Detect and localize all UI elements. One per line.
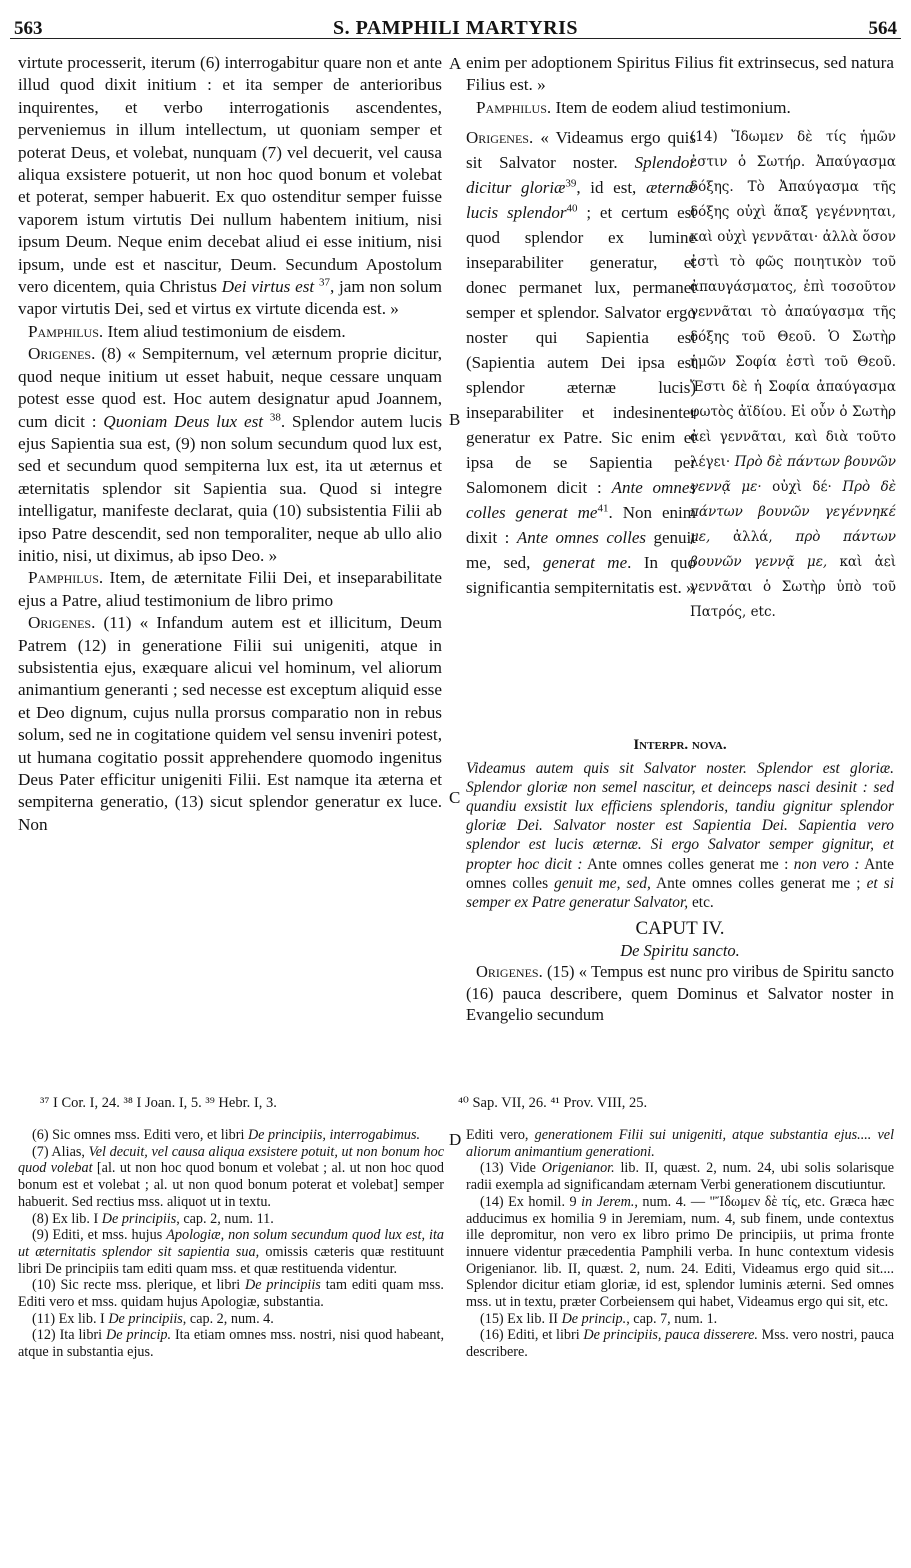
greek-subcolumn: (14) Ἴδωμεν δὲ τίς ἡμῶν ἐστιν ὁ Σωτήρ. Ἀπαύγασμα δόξης. Τὸ Ἀπαύγασμα τῆς δόξης οὐχὶ ἅπαξ γεγέννηται, καὶ οὐχὶ γεννᾶται· ἀλλὰ ὅσον ἐστὶ τὸ φῶς ποιητικὸν τοῦ ἀπαυγάσματος, ἐπὶ τοσοῦτον γεννᾶται τὸ ἀπαύγασμα τῆς δόξης τοῦ Θεοῦ. Ὁ Σωτὴρ ἡμῶν Σοφία ἐστὶ τοῦ Θεοῦ. Ἔστι δὲ ἡ Σοφία ἀπαύγασμα φωτὸς ἀϊδίου. Εἰ οὖν ὁ Σωτὴρ ἀεὶ γεννᾶται, καὶ διὰ τοῦτο λέγει· Πρὸ δὲ πάντων βουνῶν γεννᾷ με· οὐχὶ δέ· Πρὸ δὲ πάντων βουνῶν γεγέννηκέ με, ἀλλά, πρὸ πάντων βουνῶν γεννᾷ με, καὶ ἀεὶ γεννᾶται ὁ Σωτὴρ ὑπὸ τοῦ Πατρός, etc. <box>690 129 896 620</box>
footnote: (11) Ex lib. I De principiis, cap. 2, num. 4. <box>32 1310 274 1327</box>
margin-letter-b: B <box>449 410 461 429</box>
paragraph: Pamphilus. Item, de æternitate Filii Dei, et inseparabilitate ejus a Patre, aliud testimonium de libro primo <box>18 568 442 610</box>
margin-letter-c: C <box>449 788 461 807</box>
left-column <box>18 52 442 836</box>
chapter-heading: CAPUT IV. <box>635 918 725 940</box>
paragraph: Origenes. (15) « Tempus est nunc pro viribus de Spiritu sancto (16) pauca describere, quem Dominus et Salvator noster in Evangelio secundum <box>466 962 894 1025</box>
paragraph: virtute processerit, iterum (6) interrogabitur quare non et ante illud quod dixit initium : et ita semper de anterioribus inquirentes, et verbo interrogationis ascendentes, perveniemus in illum intellectum, ut quoniam semper et poterat Deus, et volebat, nunquam (7) vel decuerit, vel causa aliqua exsistere potuerit, ut non hoc quod bonum et volebat et poterat, semper habuerit. Ex quo ostenditur semper fuisse vaporem istum virtutis Dei nullum habentem initium, nisi ipsum Deum. Neque enim decebat aliud ei esse initium, nisi ipsum, unde est et nascitur, Deum. Secundum Apostolum vero dicentem, quia Christus Dei virtus est $^{37}$, jam non solum vapor virtutis Dei, sed et virtus ex virtute dicenda est. » <box>18 53 442 319</box>
footnotes-left <box>18 1127 444 1361</box>
scripture-references-left: ³⁷ I Cor. I, 24. ³⁸ I Joan. I, 5. ³⁹ Hebr. I, 3. <box>40 1095 277 1111</box>
footnote: (12) Ita libri De princip. Ita etiam omnes mss. nostri, nisi quod habeant, atque in substantia ejus. <box>18 1327 444 1361</box>
latin-subcolumn: Origenes. « Videamus ergo quis sit Salvator noster. Splendor dicitur gloriæ$^{39}$, id est, æternæ lucis splendor$^{40}$ ; et certum est quod splendor ex lumine inseparabiliter generatur, et donec permanet lux, permanet semper et splendor. Salvator ergo noster qui Sapientia est (Sapientia autem Dei ipsa est splendor æternæ lucis) inseparabiliter et indesinenter generatur ex Patre. Sic enim et ipsa de se Sapientia per Salomonem dicit : Ante omnes colles generat $me^{41}$. Non enim dixit : Ante omnes colles genuit me, sed, generat me. In quo significantia sempiternitatis est. » <box>466 128 696 597</box>
footnote: (9) Editi, et mss. hujus Apologiæ, non solum secundum quod lux est, ita ut æternitatis splendor sit sapientia sua, omissis cæteris quæ restituunt libri De principiis tam editi quam mss. et quæ restituenda videntur. <box>18 1227 444 1277</box>
footnote: (8) Ex lib. I De principiis, cap. 2, num. 11. <box>32 1210 274 1227</box>
paragraph: Origenes. (11) « Infandum autem est et illicitum, Deum Patrem (12) in generatione Filii sui unigeniti, atque in subsistentia ejus, exæquare alicui vel hominum, vel aliorum animantium generanti ; sed necesse est exceptum aliquid esse et Deo dignum, cujus nulla prorsus comparatio non in rebus solum, sed ne in cogitatione quidem vel sensu inveniri potest, ut humana cogitatio possit apprehendere quomodo ingenitus Deus Pater efficitur unigeniti Filii. Est namque ita æterna et sempiterna generatio, (13) sicut splendor generatur ex luce. Non <box>18 613 442 834</box>
footnote: (7) Alias, Vel decuit, vel causa aliqua exsistere potuit, ut non bonum hoc quod volebat [al. ut non hoc quod bonum et volebat ; al. ut non hoc quod bonum est et volebat ; al. ut non quod bonum poterat et volebat] semper habuerit. Sed rectius mss. aliquot ut in textu. <box>18 1143 444 1210</box>
page-number-right: 564 <box>868 18 897 39</box>
interpretation-heading: Interpr. nova. <box>633 737 727 753</box>
footnotes-right <box>466 1127 894 1361</box>
margin-letter-d: D <box>449 1130 462 1149</box>
page-number-left: 563 <box>14 18 43 39</box>
interpretation-body: Videamus autem quis sit Salvator noster. Splendor est gloriæ. Splendor gloriæ non semel nascitur, et deinceps nasci desinit : sed quandiu exsistit lux efficiens splendoris, tandiu gignitur splendor gloriæ Dei. Salvator noster est Sapientia Dei. Sapientia vero splendor est lucis æternæ. Si ergo Salvator semper gignitur, et propter hoc dicit : Ante omnes colles generat me : non vero : Ante omnes colles genuit me, sed, Ante omnes colles generat me ; et si semper ex Patre generatur Salvator, etc. <box>466 759 894 911</box>
paragraph: Pamphilus. Item de eodem aliud testimonium. <box>476 97 791 117</box>
footnote: (6) Sic omnes mss. Editi vero, et libri De principiis, interrogabimus. <box>32 1127 421 1143</box>
chapter-subtitle: De Spiritu sancto. <box>620 940 740 960</box>
running-title: S. PAMPHILI MARTYRIS <box>332 17 579 39</box>
page-header <box>10 4 901 39</box>
footnote: (13) Vide Origenianor. lib. II, quæst. 2, num. 24, ubi solis solarisque radii exempla ad significandam æternam Verbi generationem discutiuntur. <box>466 1160 894 1194</box>
footnote: (14) Ex homil. 9 in Jerem., num. 4. — "Ἴδωμεν δὲ τίς, etc. Græca hæc adducimus ex homilia 9 in Jeremiam, num. 4, sub finem, unde contextus ille depromitur, non vero ex libro primo De principiis, ut prima fronte innuere videntur præcedentia Pamphili verba. In hunc contextum videsis Origenianor. lib. II, quæst. 2, num. 24. Editi, Videamus ergo quid sit.... Splendor dicitur etiam gloriæ, id est, splendor luminis æterni. Sed omnes mss. ut in textu, præter Corbeiensem qui habet, Videamus ergo qui sit, etc. <box>466 1193 894 1311</box>
paragraph: Origenes. (8) « Sempiternum, vel æternum proprie dicitur, quod neque initium ut esset habuit, neque cessare unquam potest esse quod est. Hoc autem designatur apud Joannem, cum dicit : Quoniam Deus lux est $^{38}$. Splendor autem lucis ejus Sapientia sua est, (9) non solum secundum quod lux est, sed et secundum quod sempiterna lux est, ita ut æternus et æternitatis splendor sit Sapientia sua. Quod si integre intelligatur, manifeste declarat, quia (10) subsistentia Filii ab ipso Patre descendit, sed non temporaliter, neque ab ullo alio initio, nisi, ut diximus, ab ipso Deo. » <box>18 344 442 565</box>
margin-letter-a: A <box>449 54 462 73</box>
right-column-lower <box>466 735 894 1026</box>
right-column-top <box>466 52 894 119</box>
paragraph: enim per adoptionem Spiritus Filius fit extrinsecus, sed natura Filius est. » <box>466 53 894 95</box>
scripture-references-right: ⁴⁰ Sap. VII, 26. ⁴¹ Prov. VIII, 25. <box>458 1095 648 1111</box>
paragraph: Pamphilus. Item aliud testimonium de eisdem. <box>28 321 346 341</box>
footnote: (16) Editi, et libri De principiis, pauca disserere. Mss. vero nostri, pauca describere. <box>466 1327 894 1361</box>
footnote: (15) Ex lib. II De princip., cap. 7, num. 1. <box>480 1310 718 1327</box>
footnote: (10) Sic recte mss. plerique, et libri De principiis tam editi quam mss. Editi vero et mss. quidam hujus Apologiæ, substantia. <box>18 1277 444 1311</box>
footnote: Editi vero, generationem Filii sui unigeniti, atque substantia ejus.... vel aliorum animantium generationi. <box>466 1127 894 1160</box>
